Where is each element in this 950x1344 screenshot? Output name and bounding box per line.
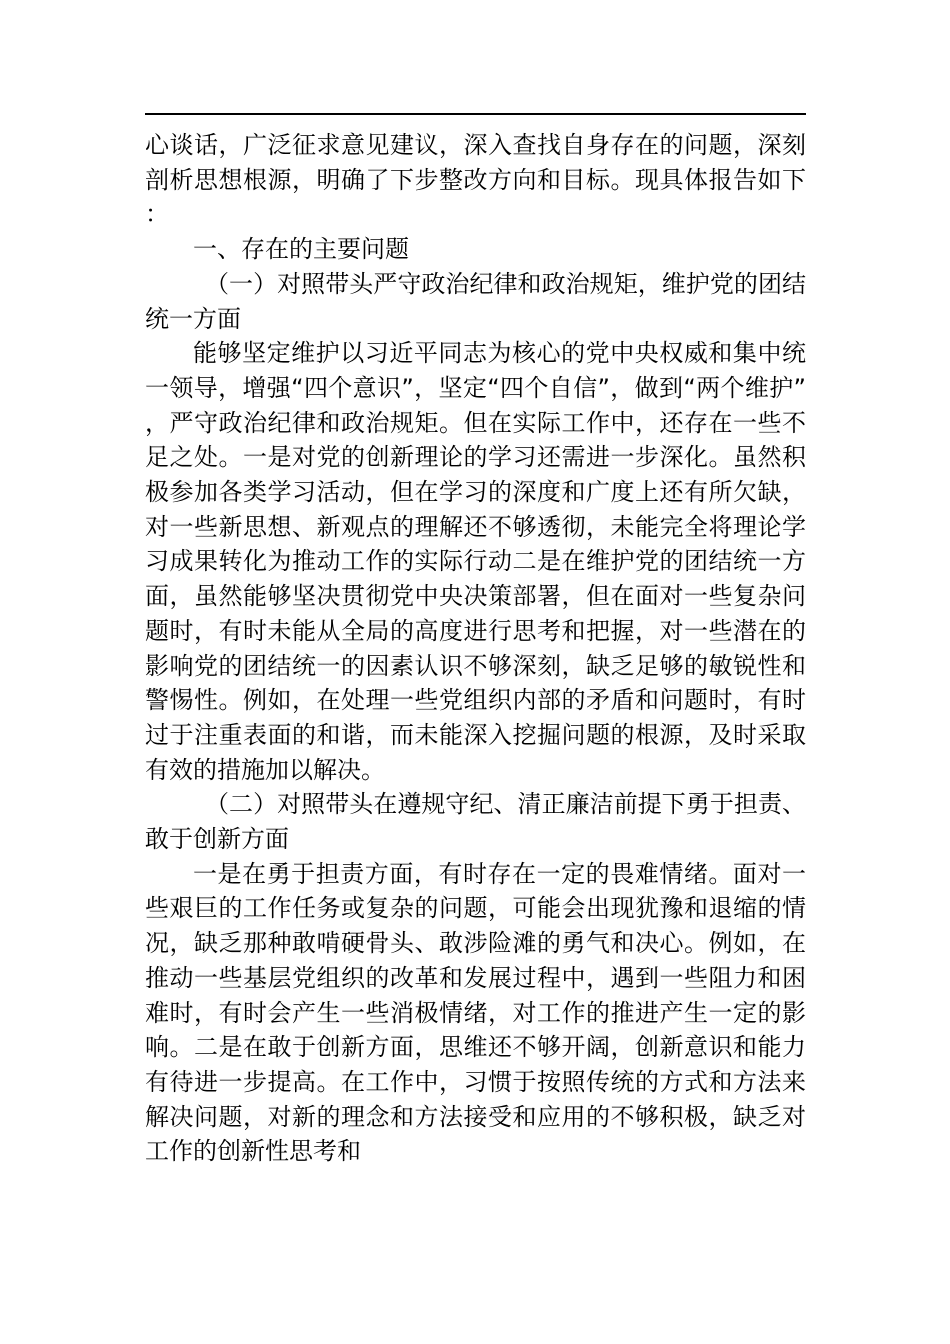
paragraph-political-discipline: 能够坚定维护以习近平同志为核心的党中央权威和集中统一领导，增强“四个意识”，坚定“四个自信”，做到“两个维护”，严守政治纪律和政治规矩。但在实际工作中，还存在一些不足之处。一是对党的创新理论的学习还需进一步深化。虽然积极参加各类学习活动，但在学习的深度和广度上还有所欠缺，对一些新思想、新观点的理解还不够透彻，未能完全将理论学习成果转化为推动工作的实际行动二是在维护党的团结统一方面，虽然能够坚决贯彻党中央决策部署，但在面对一些复杂问题时，有时未能从全局的高度进行思考和把握，对一些潜在的影响党的团结统一的因素认识不够深刻，缺乏足够的敏锐性和警惕性。例如，在处理一些党组织内部的矛盾和问题时，有时过于注重表面的和谐，而未能深入挖掘问题的根源，及时采取有效的措施加以解决。 <box>145 339 806 784</box>
paragraph-intro-continued: 心谈话，广泛征求意见建议，深入查找自身存在的问题，深刻剖析思想根源，明确了下步整改方向和目标。现具体报告如下： <box>145 131 806 229</box>
section-heading-main-problems: 一、存在的主要问题 <box>193 235 409 264</box>
header-rule <box>145 113 806 115</box>
paragraph-responsibility-innovation: 一是在勇于担责方面，有时存在一定的畏难情绪。面对一些艰巨的工作任务或复杂的问题，可能会出现犹豫和退缩的情况，缺乏那种敢啃硬骨头、敢涉险滩的勇气和决心。例如，在推动一些基层党组织的改革和发展过程中，遇到一些阻力和困难时，有时会产生一些消极情绪，对工作的推进产生一定的影响。二是在敢于创新方面，思维还不够开阔，创新意识和能力有待进一步提高。在工作中，习惯于按照传统的方式和方法来解决问题，对新的理念和方法接受和应用的不够积极，缺乏对工作的创新性思考和 <box>145 859 806 1166</box>
document-body <box>145 128 806 1169</box>
subsection-heading-2: （二）对照带头在遵规守纪、清正廉洁前提下勇于担责、敢于创新方面 <box>145 790 806 854</box>
subsection-heading-1: （一）对照带头严守政治纪律和政治规矩，维护党的团结统一方面 <box>145 269 806 333</box>
